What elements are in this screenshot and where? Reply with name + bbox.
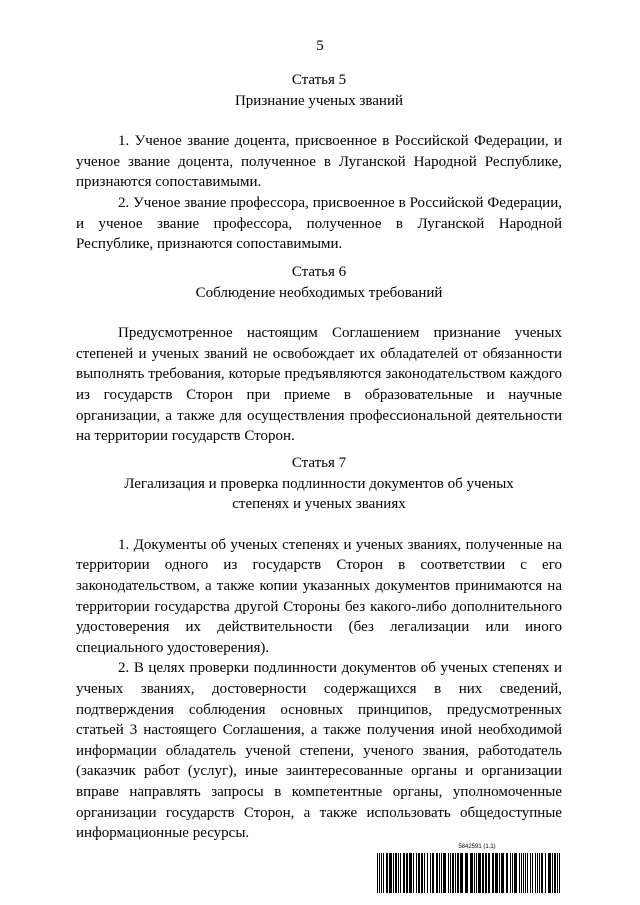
article-7 <box>76 453 562 844</box>
article-heading: Статья 7 <box>291 455 347 471</box>
article-heading: Статья 5 <box>291 72 347 88</box>
barcode-label: 5842591 (1.1) <box>458 844 496 850</box>
barcode <box>377 853 562 893</box>
article-subtitle: Признание ученых званий <box>234 92 404 109</box>
article-subtitle: Легализация и проверка подлинности документов об ученых степенях и ученых званиях <box>124 475 514 513</box>
article-heading: Статья 6 <box>291 264 347 280</box>
barcode-block <box>377 844 562 893</box>
paragraph: 1. Документы об ученых степенях и ученых званиях, полученные на территории одного из государств Сторон в соответствии с его законодательством, а также копии указанных документов принимаются на территории государства другой Стороны без какого-либо дополнительного удостоверения их действительности (без легализации или иного специального удостоверения). <box>76 536 562 656</box>
page-number: 5 <box>316 38 324 54</box>
paragraph: Предусмотренное настоящим Соглашением признание ученых степеней и ученых званий не освобождает их обладателей от обязанности выполнять требования, которые предъявляются законодательством каждого из государств Сторон при приеме в образовательные и научные организации, а также для осуществления профессиональной деятельности на территории государств Сторон. <box>76 325 562 445</box>
paragraph: 1. Ученое звание доцента, присвоенное в Российской Федерации, и ученое звание доцента, полученное в Луганской Народной Республике, признаются сопоставимыми. <box>76 133 562 191</box>
paragraph: 2. Ученое звание профессора, присвоенное в Российской Федерации, и ученое звание профессора, полученное в Луганской Народной Республике, признаются сопоставимыми. <box>76 194 562 253</box>
article-6 <box>76 262 562 447</box>
paragraph: 2. В целях проверки подлинности документов об ученых степенях и ученых званиях, достоверности содержащихся в них сведений, подтверждения соблюдения основных принципов, предусмотренных статьей 3 настоящего Соглашения, а также получения иной необходимой информации обладатель ученой степени, ученого звания, работодатель (заказчик работ (услуг), иные заинтересованные органы и организации вправе направлять запросы в компетентные органы, уполномоченные организации государств Сторон, а также использовать общедоступные информационные ресурсы. <box>76 660 562 842</box>
article-subtitle: Соблюдение необходимых требований <box>195 284 443 301</box>
article-5 <box>76 70 562 255</box>
